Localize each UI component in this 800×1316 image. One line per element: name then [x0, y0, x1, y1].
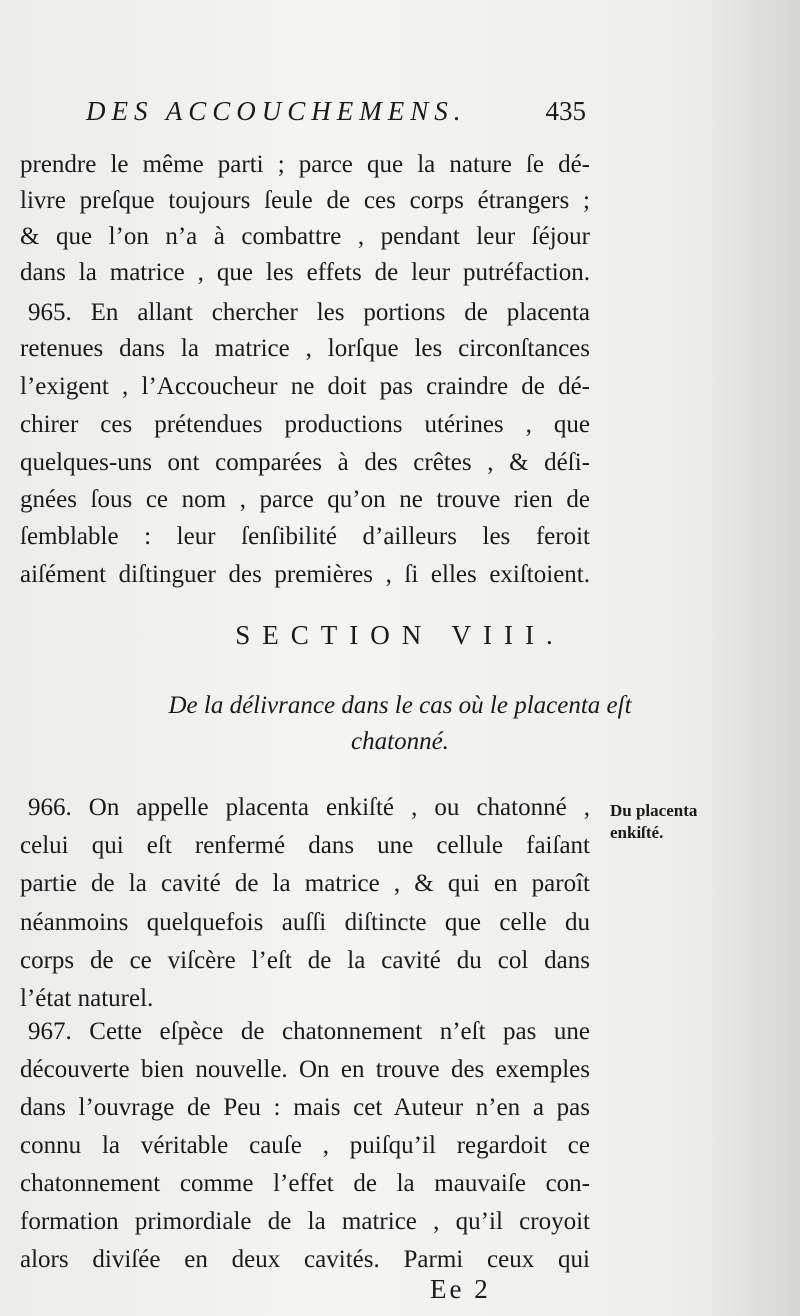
text-line: connu la véritable cauſe , puiſqu’il regardoit ce [20, 1132, 590, 1159]
text-line: 966. On appelle placenta enkiſté , ou chatonné , [28, 794, 590, 821]
text-line: formation primordiale de la matrice , qu’il croyoit [20, 1208, 590, 1235]
text-line: alors diviſée en deux cavités. Parmi ceux qui [20, 1246, 590, 1273]
text-line: l’exigent , l’Accoucheur ne doit pas craindre de dé- [20, 373, 590, 400]
text-line: néanmoins quelquefois auſſi diſtincte que celle du [20, 909, 590, 936]
text-line: retenues dans la matrice , lorſque les circonſtances [20, 335, 590, 362]
text-line: dans la matrice , que les effets de leur putréfaction. [20, 259, 590, 286]
text-line: & que l’on n’a à combattre , pendant leur ſéjour [20, 223, 590, 250]
text-line: ſemblable : leur ſenſibilité d’ailleurs les feroit [20, 523, 590, 550]
text-line: 965. En allant chercher les portions de placenta [28, 299, 590, 326]
text-line: aiſément diſtinguer des premières , ſi elles exiſtoient. [20, 561, 590, 588]
text-line: 967. Cette eſpèce de chatonnement n’eſt pas une [28, 1018, 590, 1045]
text-line: livre preſque toujours ſeule de ces corps étrangers ; [20, 187, 590, 214]
section-title: SECTION VIII. [235, 620, 565, 650]
text-line: chirer ces prétendues productions utérines , que [20, 411, 590, 438]
page-number: 435 [545, 96, 586, 126]
section-subtitle: De la délivrance dans le cas où le placenta eſt [168, 692, 632, 719]
text-line: gnées ſous ce nom , parce qu’on ne trouve rien de [20, 486, 590, 513]
page-header [86, 96, 586, 136]
text-line: découverte bien nouvelle. On en trouve des exemples [20, 1056, 590, 1083]
marginal-note [610, 800, 790, 844]
signature-mark: Ee 2 [430, 1274, 491, 1304]
text-line: corps de ce viſcère l’eſt de la cavité du col dans [20, 947, 590, 974]
running-head: DES ACCOUCHEMENS. [86, 96, 467, 126]
marginal-note-line: Du placenta [610, 801, 698, 820]
text-line: l’état naturel. [20, 985, 154, 1012]
text-line: prendre le même parti ; parce que la nature ſe dé- [20, 151, 590, 178]
text-line: dans l’ouvrage de Peu : mais cet Auteur n’en a pas [20, 1094, 590, 1121]
section-subtitle: chatonné. [351, 728, 449, 755]
marginal-note-line: enkiſté. [610, 823, 664, 842]
text-line: chatonnement comme l’effet de la mauvaiſe con- [20, 1170, 590, 1197]
page-edge-shadow [710, 0, 800, 1316]
text-line: partie de la cavité de la matrice , & qui en paroît [20, 870, 590, 897]
text-line: quelques-uns ont comparées à des crêtes , & déſi- [20, 449, 590, 476]
text-line: celui qui eſt renfermé dans une cellule faiſant [20, 832, 590, 859]
